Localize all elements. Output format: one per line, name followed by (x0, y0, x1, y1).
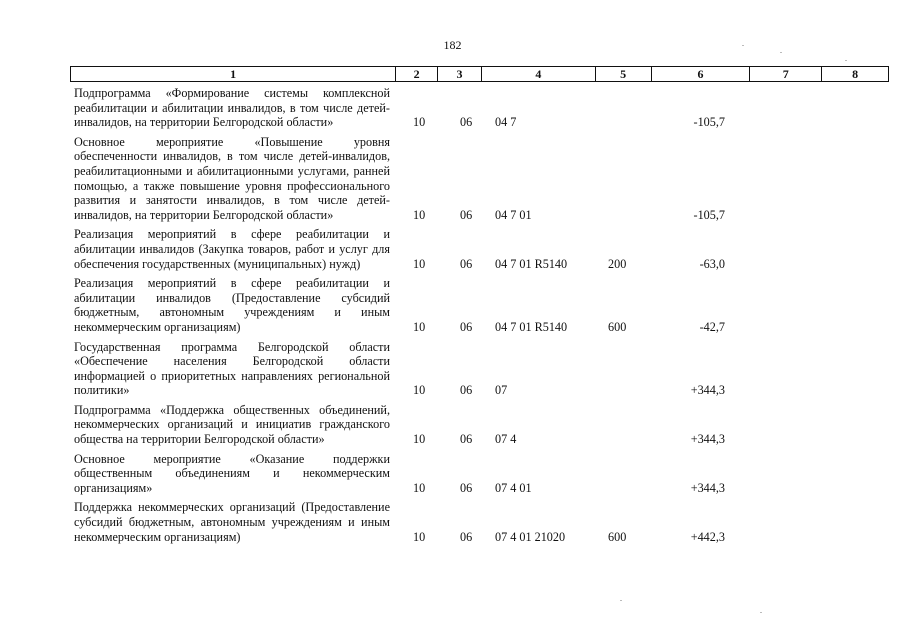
row-col-3: 06 (460, 383, 473, 398)
table-row (74, 500, 889, 544)
row-col-2: 10 (413, 480, 426, 495)
row-col-3: 06 (460, 480, 473, 495)
scan-speck (780, 52, 782, 53)
row-description: Поддержка некоммерческих организаций (Предоставление субсидий бюджетным, автономным учреждениям и иным некоммерческим организациям) (74, 500, 390, 544)
row-col-4: 07 (495, 383, 508, 398)
row-col-5: 200 (608, 256, 627, 271)
header-col-8: 8 (852, 67, 859, 81)
row-col-6: -105,7 (693, 207, 725, 222)
row-col-4: 04 7 01 (495, 207, 532, 222)
header-col-2: 2 (396, 67, 438, 81)
row-col-2: 10 (413, 432, 426, 447)
row-description: Основное мероприятие «Оказание поддержки общественным объединениям и некоммерческим организациям» (74, 451, 390, 495)
row-col-2: 10 (413, 256, 426, 271)
row-col-6: +344,3 (690, 383, 725, 398)
header-col-4: 4 (482, 67, 596, 81)
row-col-6: +442,3 (690, 529, 725, 544)
row-col-4: 07 4 01 21020 (495, 529, 566, 544)
row-col-6: -105,7 (693, 115, 725, 130)
row-col-3: 06 (460, 319, 473, 334)
table-row (74, 452, 889, 496)
table-body (74, 86, 889, 549)
header-col-1: 1 (71, 67, 396, 81)
header-col-6: 6 (652, 67, 751, 81)
row-col-6: +344,3 (690, 432, 725, 447)
row-col-2: 10 (413, 207, 426, 222)
header-col-5: 5 (596, 67, 652, 81)
row-col-3: 06 (460, 115, 473, 130)
row-col-2: 10 (413, 529, 426, 544)
row-description: Реализация мероприятий в сфере реабилитации и абилитации инвалидов (Закупка товаров, работ и услуг для обеспечения государственных (муниципальных) нужд) (74, 227, 390, 271)
row-col-3: 06 (460, 529, 473, 544)
table-row (74, 403, 889, 447)
row-col-3: 06 (460, 256, 473, 271)
row-col-4: 04 7 (495, 115, 517, 130)
row-col-6: -63,0 (699, 256, 725, 271)
row-col-4: 07 4 (495, 432, 517, 447)
row-description: Основное мероприятие «Повышение уровня обеспеченности инвалидов, в том числе детей-инвалидов, реабилитационными и абилитационными услугами, ранней помощью, а также повышение уровня профессионального развития и занятости инвалидов, в том числе детей-инвалидов, на территории Белгородской области» (74, 134, 390, 222)
scan-speck (742, 45, 744, 46)
table-row (74, 86, 889, 130)
row-col-4: 07 4 01 (495, 480, 532, 495)
row-col-5: 600 (608, 319, 627, 334)
scan-speck (760, 612, 762, 613)
scan-speck (845, 60, 847, 61)
row-col-3: 06 (460, 432, 473, 447)
table-row (74, 340, 889, 398)
row-description: Государственная программа Белгородской области «Обеспечение населения Белгородской области информацией о приоритетных направлениях региональной политики» (74, 339, 390, 398)
table-row (74, 227, 889, 271)
row-col-3: 06 (460, 207, 473, 222)
scan-speck (620, 600, 622, 601)
header-col-7: 7 (750, 67, 822, 81)
row-col-4: 04 7 01 R5140 (495, 319, 568, 334)
page-number: 182 (443, 38, 462, 52)
row-col-5: 600 (608, 529, 627, 544)
row-description: Подпрограмма «Формирование системы комплексной реабилитации и абилитации инвалидов, в том числе детей-инвалидов, на территории Белгородской области» (74, 86, 390, 130)
header-col-3: 3 (438, 67, 482, 81)
table-row (74, 276, 889, 334)
row-col-2: 10 (413, 383, 426, 398)
row-description: Реализация мероприятий в сфере реабилитации и абилитации инвалидов (Предоставление субсидий бюджетным, автономным учреждениям и иным некоммерческим организациям) (74, 276, 390, 334)
table-header (70, 66, 889, 82)
row-col-6: -42,7 (699, 319, 725, 334)
table-row (74, 135, 889, 223)
row-col-6: +344,3 (690, 480, 725, 495)
row-col-2: 10 (413, 115, 426, 130)
row-col-2: 10 (413, 319, 426, 334)
row-col-4: 04 7 01 R5140 (495, 256, 568, 271)
row-description: Подпрограмма «Поддержка общественных объединений, некоммерческих организаций и инициатив гражданского общества на территории Белгородской области» (74, 402, 390, 447)
